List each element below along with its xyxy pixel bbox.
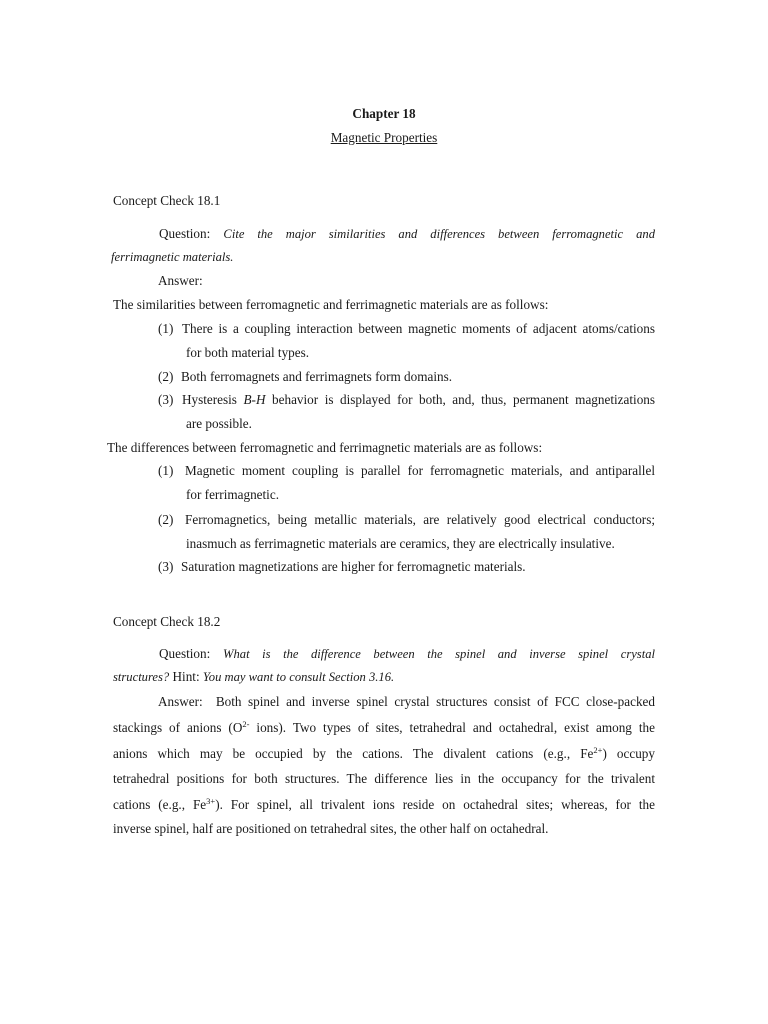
- sim-2-number: (2): [158, 369, 174, 384]
- diff-1-line-2: for ferrimagnetic.: [186, 487, 279, 502]
- diff-3-line-1: Saturation magnetizations are higher for ferromagnetic materials.: [181, 559, 526, 574]
- chapter-subtitle: Magnetic Properties: [330, 130, 438, 145]
- cc2-question-line-1: [113, 646, 655, 662]
- cc2-question-text-2: structures?: [113, 670, 170, 684]
- cc1-answer-label: Answer:: [158, 273, 203, 288]
- cc2-question-label: Question:: [159, 646, 211, 661]
- similarities-intro: The similarities between ferromagnetic and ferrimagnetic materials are as follows:: [113, 297, 549, 312]
- cc2-answer-5-sup: 3+: [206, 796, 216, 806]
- cc2-question-line-2: [113, 669, 394, 685]
- cc2-hint-text: You may want to consult Section 3.16.: [202, 670, 395, 684]
- concept-check-18-2-heading: Concept Check 18.2: [113, 614, 221, 629]
- cc2-answer-2-pre: stackings of anions (O: [113, 720, 243, 735]
- diff-2-line-2: inasmuch as ferrimagnetic materials are ceramics, they are electrically insulative.: [186, 536, 615, 551]
- cc1-question-label: Question:: [159, 226, 211, 241]
- cc2-answer-line-4: tetrahedral positions for both structures. The difference lies in the occupancy for the trivalent: [113, 771, 655, 786]
- cc1-question-text-2: ferrimagnetic materials.: [111, 250, 234, 264]
- sim-2-line-1: Both ferromagnets and ferrimagnets form domains.: [181, 369, 453, 384]
- cc2-answer-2-post: ions). Two types of sites, tetrahedral and octahedral, exist among the: [249, 720, 655, 735]
- diff-3-number: (3): [158, 559, 174, 574]
- cc2-answer-line-5: [113, 797, 655, 813]
- cc2-answer-3-sup: 2+: [593, 745, 603, 755]
- cc2-answer-text-1: Both spinel and inverse spinel crystal structures consist of FCC close-packed: [215, 694, 655, 709]
- sim-1-line-1: There is a coupling interaction between magnetic moments of adjacent atoms/cations: [182, 321, 655, 336]
- chapter-title: Chapter 18: [352, 106, 416, 121]
- cc2-answer-line-1: [113, 694, 655, 710]
- cc2-question-text-1: What is the difference between the spinel and inverse spinel crystal: [223, 647, 656, 661]
- cc2-answer-3-post: ) occupy: [602, 746, 655, 761]
- cc2-answer-2-sup: 2-: [242, 719, 250, 729]
- diff-1-number: (1): [158, 463, 174, 478]
- sim-3-bh-italic: B-H: [243, 392, 266, 407]
- cc2-answer-line-2: [113, 720, 655, 736]
- diff-1-line-1: Magnetic moment coupling is parallel for ferromagnetic materials, and antiparallel: [185, 463, 655, 478]
- cc2-answer-3-pre: anions which may be occupied by the cations. The divalent cations (e.g., Fe: [113, 746, 594, 761]
- sim-3-line-2: are possible.: [186, 416, 252, 431]
- differences-intro: The differences between ferromagnetic and ferrimagnetic materials are as follows:: [107, 440, 543, 455]
- diff-2-number: (2): [158, 512, 174, 527]
- concept-check-18-1-heading: Concept Check 18.1: [113, 193, 221, 208]
- sim-1-number: (1): [158, 321, 174, 336]
- sim-3-number: (3): [158, 392, 174, 407]
- cc2-answer-line-3: [113, 746, 655, 762]
- cc2-answer-5-post: ). For spinel, all trivalent ions reside on octahedral sites; whereas, for the: [215, 797, 655, 812]
- cc2-answer-line-6: inverse spinel, half are positioned on tetrahedral sites, the other half on octahedral.: [113, 821, 549, 836]
- sim-1-line-2: for both material types.: [186, 345, 310, 360]
- sim-3-line-1: [182, 392, 655, 408]
- cc1-question-text-1: Cite the major similarities and differences between ferromagnetic and: [223, 227, 656, 241]
- cc2-answer-5-pre: cations (e.g., Fe: [113, 797, 207, 812]
- sim-3-pre: Hysteresis: [182, 392, 237, 407]
- cc1-question-line-1: [113, 226, 655, 242]
- cc2-answer-label: Answer:: [158, 694, 203, 709]
- sim-3-post: behavior is displayed for both, and, thus, permanent magnetizations: [272, 392, 656, 407]
- diff-2-line-1: Ferromagnetics, being metallic materials, are relatively good electrical conductors;: [185, 512, 655, 527]
- cc2-hint-label: Hint:: [172, 669, 200, 684]
